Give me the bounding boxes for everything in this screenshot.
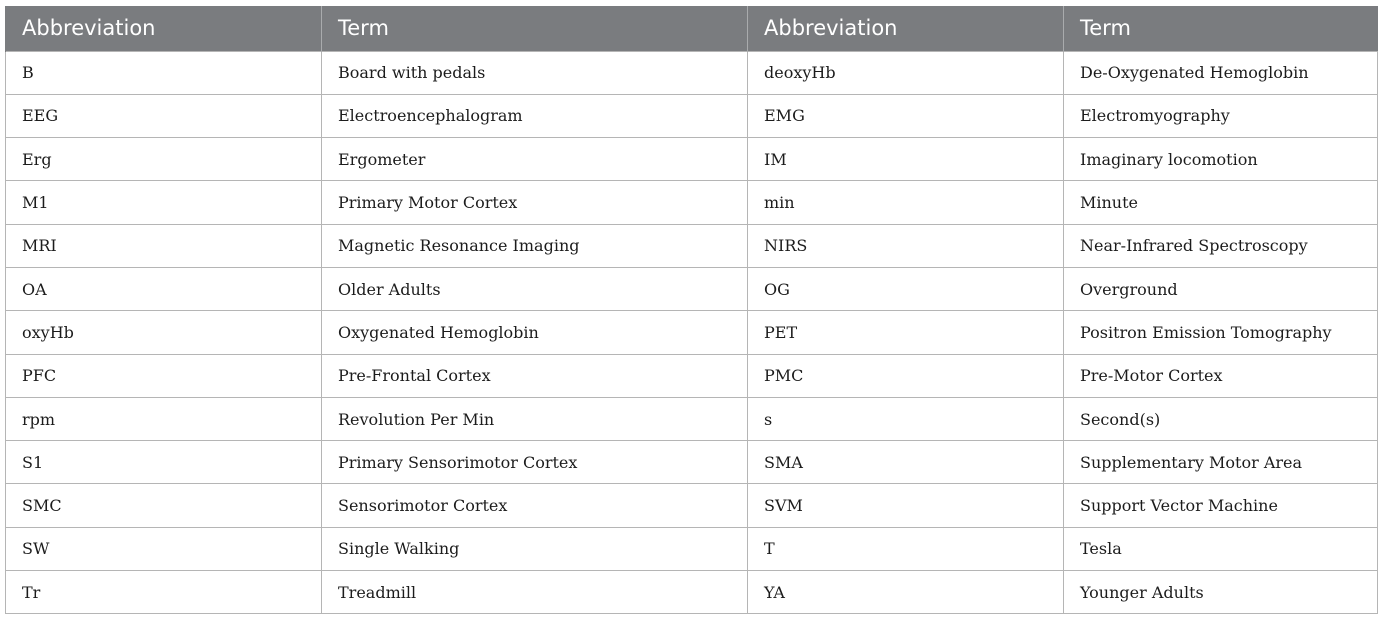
abbreviation-cell: YA (748, 571, 1064, 614)
abbreviation-cell: IM (748, 138, 1064, 181)
abbreviation-cell: MRI (6, 224, 322, 267)
term-cell: Single Walking (322, 527, 748, 570)
term-cell: Electromyography (1064, 94, 1378, 137)
abbreviation-cell: s (748, 397, 1064, 440)
term-cell: Second(s) (1064, 397, 1378, 440)
abbreviation-cell: M1 (6, 181, 322, 224)
abbreviation-cell: oxyHb (6, 311, 322, 354)
table-row (6, 354, 1378, 397)
table-body (6, 51, 1378, 614)
table-row (6, 181, 1378, 224)
abbreviation-cell: OG (748, 267, 1064, 310)
abbreviation-cell: SMC (6, 484, 322, 527)
abbreviation-cell: S1 (6, 441, 322, 484)
header-term-1: Term (322, 6, 748, 51)
term-cell: Oxygenated Hemoglobin (322, 311, 748, 354)
table-row (6, 267, 1378, 310)
term-cell: Sensorimotor Cortex (322, 484, 748, 527)
term-cell: Younger Adults (1064, 571, 1378, 614)
table-row (6, 138, 1378, 181)
abbreviations-table-container (5, 6, 1377, 614)
term-cell: Tesla (1064, 527, 1378, 570)
term-cell: Overground (1064, 267, 1378, 310)
term-cell: Ergometer (322, 138, 748, 181)
abbreviation-cell: B (6, 51, 322, 94)
abbreviation-cell: SMA (748, 441, 1064, 484)
abbreviation-cell: Erg (6, 138, 322, 181)
table-row (6, 224, 1378, 267)
header-term-2: Term (1064, 6, 1378, 51)
table-row (6, 441, 1378, 484)
abbreviation-cell: OA (6, 267, 322, 310)
table-header (6, 6, 1378, 51)
table-row (6, 571, 1378, 614)
table-row (6, 94, 1378, 137)
term-cell: Board with pedals (322, 51, 748, 94)
abbreviation-cell: PFC (6, 354, 322, 397)
abbreviation-cell: deoxyHb (748, 51, 1064, 94)
abbreviation-cell: EEG (6, 94, 322, 137)
term-cell: Positron Emission Tomography (1064, 311, 1378, 354)
term-cell: De-Oxygenated Hemoglobin (1064, 51, 1378, 94)
term-cell: Pre-Frontal Cortex (322, 354, 748, 397)
header-row (6, 6, 1378, 51)
term-cell: Imaginary locomotion (1064, 138, 1378, 181)
term-cell: Near-Infrared Spectroscopy (1064, 224, 1378, 267)
table-row (6, 51, 1378, 94)
term-cell: Primary Motor Cortex (322, 181, 748, 224)
term-cell: Minute (1064, 181, 1378, 224)
term-cell: Treadmill (322, 571, 748, 614)
term-cell: Revolution Per Min (322, 397, 748, 440)
table-row (6, 484, 1378, 527)
term-cell: Primary Sensorimotor Cortex (322, 441, 748, 484)
table-row (6, 527, 1378, 570)
abbreviation-cell: Tr (6, 571, 322, 614)
abbreviation-cell: SVM (748, 484, 1064, 527)
abbreviation-cell: EMG (748, 94, 1064, 137)
term-cell: Pre-Motor Cortex (1064, 354, 1378, 397)
term-cell: Magnetic Resonance Imaging (322, 224, 748, 267)
term-cell: Support Vector Machine (1064, 484, 1378, 527)
abbreviation-cell: NIRS (748, 224, 1064, 267)
abbreviation-cell: rpm (6, 397, 322, 440)
abbreviation-cell: PMC (748, 354, 1064, 397)
term-cell: Older Adults (322, 267, 748, 310)
table-row (6, 397, 1378, 440)
abbreviations-table (5, 6, 1378, 614)
header-abbreviation-2: Abbreviation (748, 6, 1064, 51)
table-row (6, 311, 1378, 354)
term-cell: Electroencephalogram (322, 94, 748, 137)
term-cell: Supplementary Motor Area (1064, 441, 1378, 484)
abbreviation-cell: min (748, 181, 1064, 224)
abbreviation-cell: PET (748, 311, 1064, 354)
abbreviation-cell: SW (6, 527, 322, 570)
header-abbreviation-1: Abbreviation (6, 6, 322, 51)
abbreviation-cell: T (748, 527, 1064, 570)
